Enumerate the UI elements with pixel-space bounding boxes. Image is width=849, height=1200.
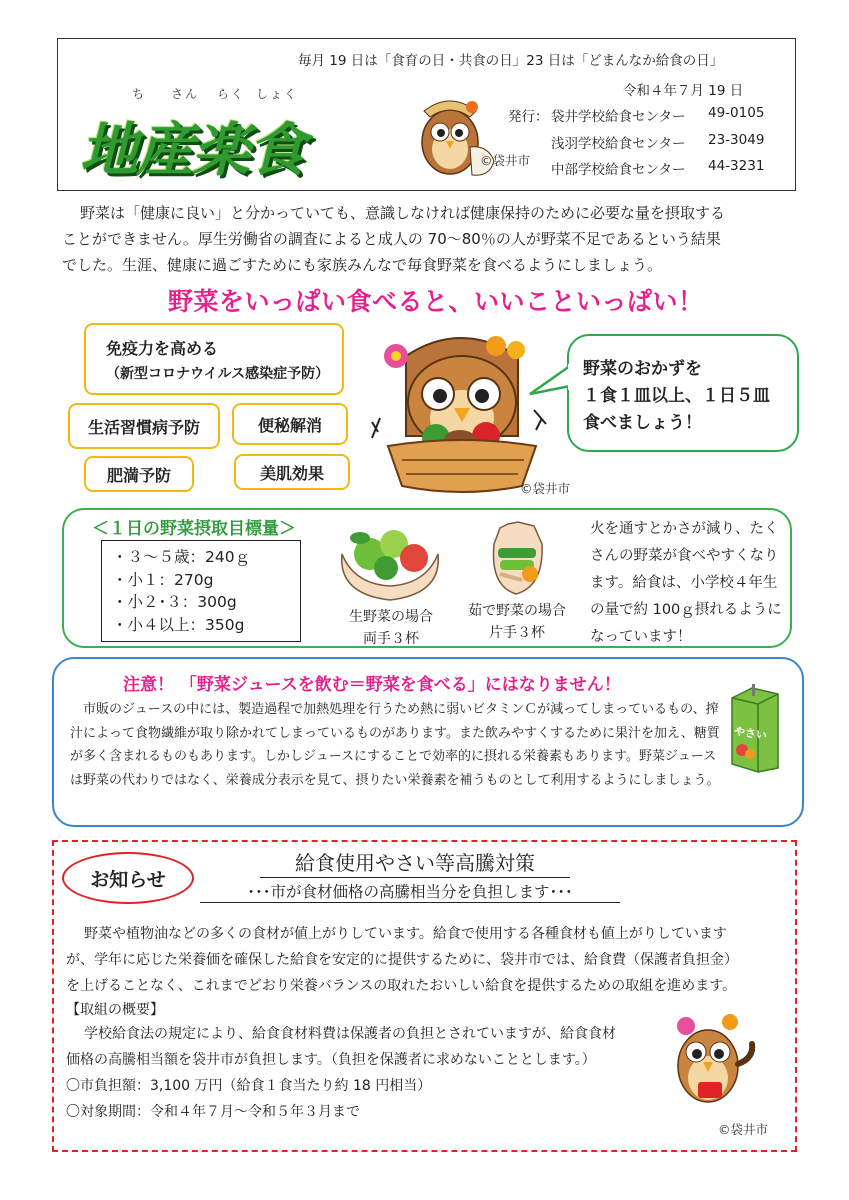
benefit-lifestyle-disease: 生活習慣病予防: [68, 403, 220, 449]
benefit-immunity: [84, 323, 344, 395]
notice-title: 給食使用やさい等高騰対策: [260, 847, 570, 878]
intro-line-1: 野菜は「健康に良い」と分かっていても、意識しなければ健康保持のために必要な量を摂取する: [80, 204, 726, 222]
mascot-copyright: ©袋井市: [520, 481, 571, 496]
speech-line-1: 野菜のおかずを: [583, 359, 702, 379]
notice-subtitle: ･･･市が食材価格の高騰相当分を負担します･･･: [200, 880, 620, 903]
benefit-constipation: 便秘解消: [232, 403, 348, 445]
intake-note: 火を通すとかさが減り、たくさんの野菜が食べやすくなります。給食は、小学校４年生の量で約 100ｇ摂れるようになっています！: [590, 521, 782, 645]
intake-item-age3-5: ・３～５歳：240ｇ: [112, 548, 251, 566]
intro-paragraph: [62, 200, 800, 278]
intro-line-3: でした。生涯、健康に過ごすためにも家族みんなで毎食野菜を食べるようにしましょう。: [62, 256, 663, 274]
juice-carton-label: やさい: [733, 724, 768, 743]
benefit-immunity-label: 免疫力を高める: [106, 338, 219, 358]
center-name-fukuroi: 袋井学校給食センター: [551, 109, 686, 125]
newsletter-header: [57, 38, 796, 191]
notice-copyright: ©袋井市: [718, 1122, 769, 1137]
speech-line-2: １食１皿以上、１日５皿: [583, 386, 770, 406]
intake-title: ＜１日の野菜摂取目標量＞: [92, 519, 296, 539]
raw-caption-line-1: 生野菜の場合: [349, 609, 433, 625]
center-phone-asaba: 23-3049: [708, 132, 765, 148]
notice-para1-line-3: を上げることなく、これまでどおり栄養バランスの取れたおいしい給食を提供するための取組を進めます。: [66, 978, 737, 994]
center-name-chubu: 中部学校給食センター: [551, 162, 686, 178]
publisher-label: 発行：: [508, 109, 549, 125]
special-days-notice: 毎月 19 日は「食育の日・共食の日」23 日は「どまんなか給食の日」: [298, 53, 724, 69]
notice-para1-line-1: 野菜や植物油などの多くの食材が値上がりしています。給食で使用する各種食材も値上がりしています: [84, 926, 727, 942]
raw-vegetables-hands-icon: [336, 514, 444, 604]
newsletter-title: 地産楽食: [80, 116, 305, 184]
speech-line-3: 食べましょう！: [583, 413, 702, 433]
notice-para1-line-2: が、学年に応じた栄養価を確保した給食を安定的に提供するために、袋井市では、給食費（保護者負担金）: [66, 952, 738, 968]
notice-period: 〇対象期間：令和４年７月～令和５年３月まで: [66, 1104, 360, 1120]
issue-date: 令和４年７月 19 日: [623, 83, 744, 99]
speech-bubble: [567, 334, 799, 452]
intake-item-grade2-3: ・小２･３：300g: [112, 593, 237, 611]
caution-title: 注意！ 「野菜ジュースを飲む＝野菜を食べる」にはなりません！: [123, 675, 621, 695]
owl-mascot-waving-icon: [660, 1008, 758, 1114]
main-headline: 野菜をいっぱい食べると、いいこといっぱい！: [168, 287, 704, 316]
notice-overview-heading: 【取組の概要】: [66, 1002, 164, 1018]
notice-cost: 〇市負担額：3,100 万円（給食１食当たり約 18 円相当）: [66, 1078, 432, 1094]
caution-body: 市販のジュースの中には、製造過程で加熱処理を行うため熱に弱いビタミンＣが減ってしまっているもの、搾汁によって食物繊維が取り除かれてしまっているものがあります。また飲みやすくするために果汁を加え、糖質が多く含まれるものもあります。しかしジュースにすることで効率的に摂れる栄養素もあります。野菜ジュースは野菜の代わりではなく、栄養成分表示を見て、摂りたい栄養素を補うものとして利用するようにしましょう。: [70, 702, 720, 788]
boiled-vegetables-hand-icon: [486, 514, 548, 598]
raw-caption: [339, 606, 443, 650]
notice-badge: お知らせ: [62, 852, 194, 904]
intake-item-grade4plus: ・小４以上：350g: [112, 615, 245, 634]
ruby-1: ち: [131, 87, 146, 101]
ruby-4: しょく: [255, 87, 298, 101]
benefit-obesity: 肥満予防: [84, 456, 194, 492]
notice-para2-line-2: 価格の高騰相当額を袋井市が負担します。（負担を保護者に求めないこととします。）: [66, 1052, 596, 1068]
notice-para2-line-1: 学校給食法の規定により、給食食材料費は保護者の負担とされていますが、給食食材: [84, 1026, 616, 1042]
ruby-2: さん: [170, 87, 199, 101]
intro-line-2: ことができません。厚生労働省の調査によると成人の 70～80％の人が野菜不足であるという結果: [62, 230, 721, 248]
boiled-caption-line-1: 茹で野菜の場合: [468, 603, 566, 619]
intake-list: [101, 540, 301, 642]
benefit-immunity-sub: （新型コロナウイルス感染症予防）: [106, 365, 330, 382]
intake-item-grade1: ・小１：270g: [112, 570, 214, 589]
boiled-caption: [458, 600, 576, 644]
center-phone-fukuroi: 49-0105: [708, 105, 765, 121]
title-ruby: [116, 85, 300, 102]
boiled-caption-line-2: 片手３杯: [489, 625, 545, 641]
header-copyright: ©袋井市: [480, 153, 531, 168]
speech-tail-icon: [528, 364, 572, 400]
owl-vegetable-basket-icon: [368, 326, 554, 498]
ruby-3: らく: [216, 87, 245, 101]
raw-caption-line-2: 両手３杯: [363, 631, 419, 647]
center-name-asaba: 浅羽学校給食センター: [551, 136, 686, 152]
benefit-skin: 美肌効果: [234, 454, 350, 490]
center-phone-chubu: 44-3231: [708, 158, 765, 174]
